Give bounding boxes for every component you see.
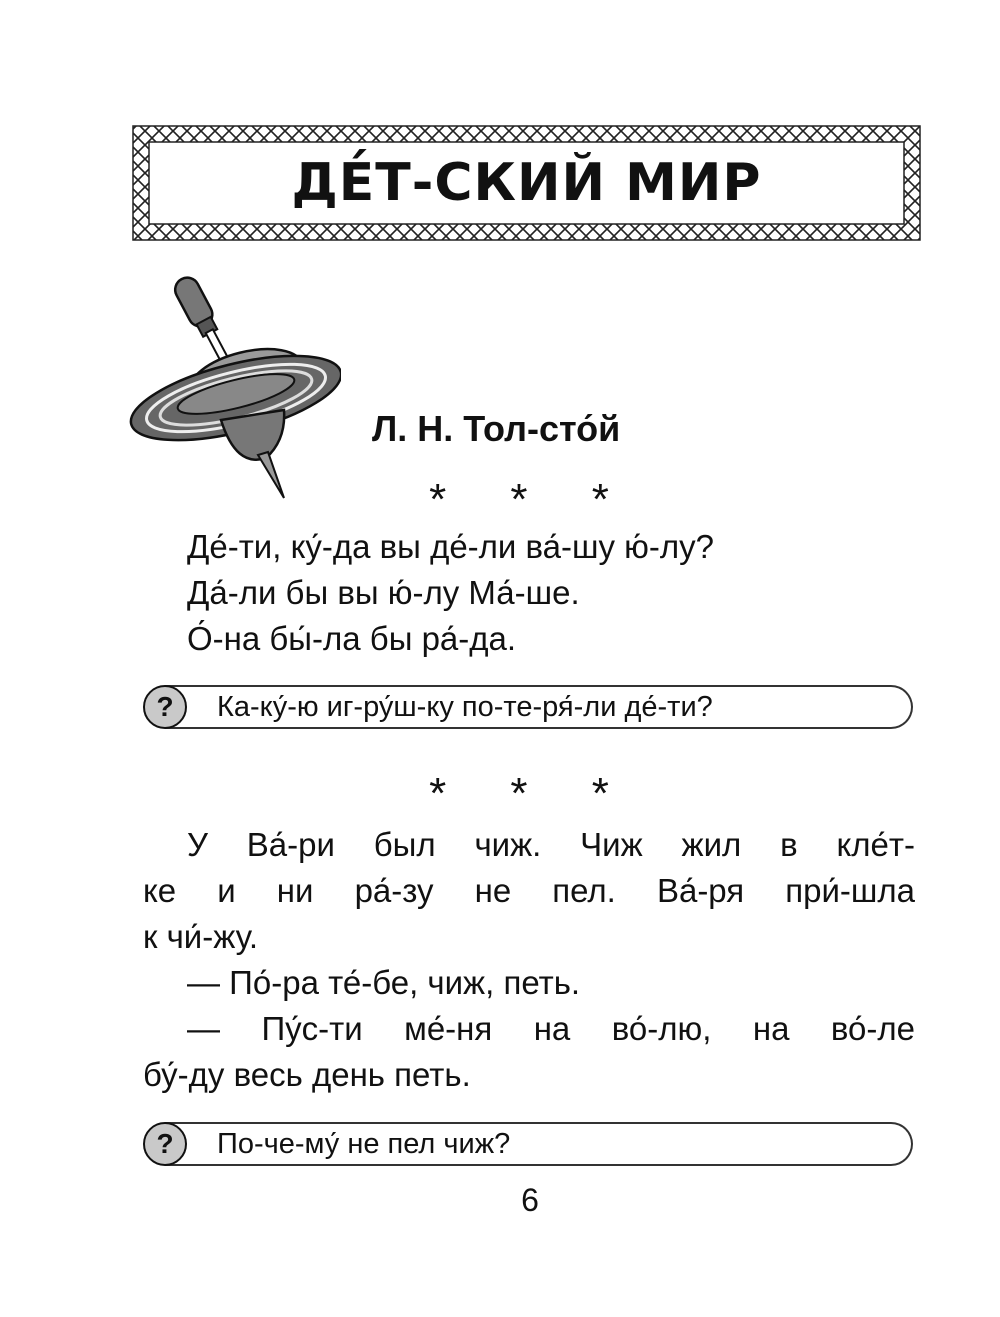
section-divider-stars: * * * (429, 769, 635, 818)
word: ни (276, 872, 314, 909)
word: не (474, 872, 512, 909)
spinning-top-icon (126, 270, 341, 500)
title-banner (131, 124, 922, 242)
question-box (143, 1122, 915, 1168)
question-mark-icon: ? (143, 685, 187, 729)
question-text: Ка-ку́-ю иг-ру́ш-ку по-те-ря́-ли де́-ти? (217, 691, 713, 723)
question-mark-icon: ? (143, 1122, 187, 1166)
word: во́-ле (830, 1010, 915, 1047)
word: на (752, 1010, 790, 1047)
word: при́-шла (785, 872, 915, 909)
word: во́-лю, (611, 1010, 712, 1047)
word: ке (143, 872, 177, 909)
word: ме́-ня (404, 1010, 493, 1047)
section-divider-stars: * * * (429, 475, 635, 524)
story2-line-1 (187, 828, 915, 861)
word: жил (681, 826, 742, 863)
page-number: 6 (521, 1182, 539, 1218)
word: Ва́-ря (656, 872, 745, 909)
page-title: ДЕ́Т-СКИЙ МИР (291, 153, 762, 213)
word: У (187, 826, 208, 863)
word: ра́-зу (354, 872, 434, 909)
word: и (217, 872, 236, 909)
story2-line-3: к чи́-жу. (143, 918, 259, 955)
story2-line-6: бу́-ду весь день петь. (143, 1056, 471, 1093)
story2-line-5 (187, 1012, 915, 1045)
word: — (187, 1010, 220, 1047)
word: в (780, 826, 798, 863)
question-text: По-че-му́ не пел чиж? (217, 1128, 511, 1160)
question-box (143, 685, 915, 731)
word: чиж. (474, 826, 542, 863)
word: на (533, 1010, 571, 1047)
word: Ва́-ри (246, 826, 335, 863)
story2-line-4: — По́-ра те́-бе, чиж, петь. (187, 964, 581, 1001)
word: Пу́с-ти (261, 1010, 363, 1047)
story2-line-2 (143, 874, 915, 907)
word: пел. (552, 872, 616, 909)
story1-line-2: Да́-ли бы вы ю́-лу Ма́-ше. (187, 574, 580, 611)
author-name: Л. Н. Тол-сто́й (372, 408, 621, 449)
story1-line-3: О́-на бы́-ла бы ра́-да. (187, 620, 517, 657)
word: был (373, 826, 436, 863)
story1-line-1: Де́-ти, ку́-да вы де́-ли ва́-шу ю́-лу? (187, 528, 715, 565)
word: Чиж (580, 826, 643, 863)
word: кле́т- (836, 826, 915, 863)
